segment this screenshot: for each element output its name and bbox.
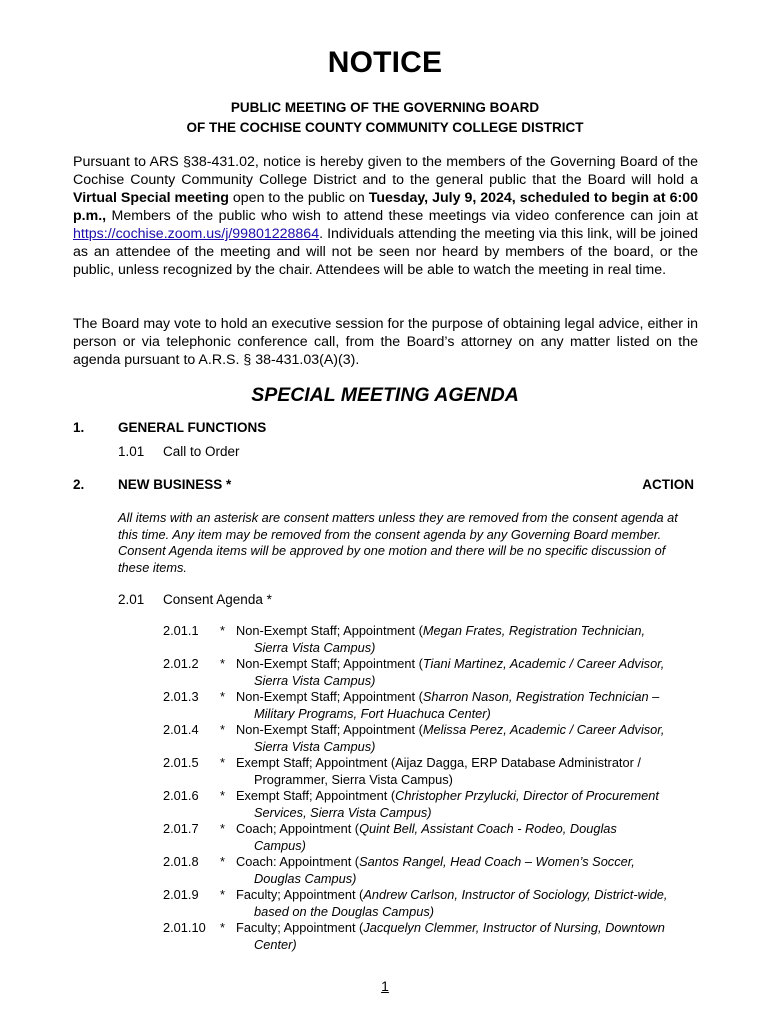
consent-asterisk: * <box>220 722 225 737</box>
consent-asterisk: * <box>220 920 225 935</box>
action-column-header: ACTION <box>642 477 694 492</box>
item-number: 2.01.3 <box>163 689 199 704</box>
consent-asterisk: * <box>220 887 225 902</box>
consent-agenda-note: All items with an asterisk are consent matters unless they are removed from the consent agenda at this time. Any item may be removed from the consent agenda by any Governing Board member. Consent Agenda items will be approved by one motion and there will be no specific discussion of these items. <box>118 510 678 575</box>
notice-title: NOTICE <box>327 46 443 79</box>
section-2-number: 2. <box>73 477 85 492</box>
list-item: 2.01.9 * Faculty; Appointment (Andrew Carlson, Instructor of Sociology, District-wide, based on the Douglas Campus) <box>163 887 668 919</box>
item-number: 2.01.10 <box>163 920 206 935</box>
list-item: 2.01.5 * Exempt Staff; Appointment (Aijaz Dagga, ERP Database Administrator / Programmer, Sierra Vista Campus) <box>163 755 641 787</box>
item-number: 2.01.8 <box>163 854 199 869</box>
subtitle-line-1: PUBLIC MEETING OF THE GOVERNING BOARD <box>230 100 540 115</box>
item-number: 2.01.9 <box>163 887 199 902</box>
section-2-label: NEW BUSINESS * <box>118 477 232 492</box>
item-number: 2.01.7 <box>163 821 199 836</box>
list-item: 2.01.3 * Non-Exempt Staff; Appointment (Sharron Nason, Registration Technician – Military Programs, Fort Huachuca Center) <box>163 689 660 721</box>
list-item: 2.01.8 * Coach: Appointment (Santos Rangel, Head Coach – Women’s Soccer, Douglas Campus) <box>163 854 635 886</box>
list-item: 2.01.1 * Non-Exempt Staff; Appointment (Megan Frates, Registration Technician, Sierra Vista Campus) <box>163 623 646 655</box>
intro-paragraph: Pursuant to ARS §38-431.02, notice is hereby given to the members of the Governing Board of the Cochise County Community College District and to the general public that the Board will hold a Virtual Special meeting open to the public on Tuesday, July 9, 2024, scheduled to begin at 6:00 p.m., Members of the public who wish to attend these meetings via video conference can join at https://cochise.zoom.us/j/99801228864. Individuals attending the meeting via this link, will be joined as an attendee of the meeting and will not be seen nor heard by members of the board, or the public, unless recognized by the chair. Attendees will be able to watch the meeting in real time. <box>73 154 698 278</box>
zoom-meeting-link[interactable]: https://cochise.zoom.us/j/99801228864 <box>73 226 320 242</box>
consent-asterisk: * <box>220 854 225 869</box>
page-number: 1 <box>381 978 389 994</box>
agenda-title: SPECIAL MEETING AGENDA <box>251 384 519 406</box>
consent-asterisk: * <box>220 656 225 671</box>
item-number: 2.01.1 <box>163 623 199 638</box>
item-2-01-label: Consent Agenda * <box>163 592 272 607</box>
item-1-01-label: Call to Order <box>163 444 240 459</box>
consent-asterisk: * <box>220 623 225 638</box>
consent-asterisk: * <box>220 821 225 836</box>
item-number: 2.01.5 <box>163 755 199 770</box>
executive-session-paragraph: The Board may vote to hold an executive session for the purpose of obtaining legal advice, either in person or via telephonic conference call, from the Board’s attorney on any matter listed on the agenda pursuant to A.R.S. § 38-431.03(A)(3). <box>73 316 698 368</box>
subtitle-line-2: OF THE COCHISE COUNTY COMMUNITY COLLEGE DISTRICT <box>186 120 584 135</box>
consent-asterisk: * <box>220 689 225 704</box>
list-item: 2.01.10 * Faculty; Appointment (Jacquelyn Clemmer, Instructor of Nursing, Downtown Center) <box>163 920 665 952</box>
list-item: 2.01.4 * Non-Exempt Staff; Appointment (Melissa Perez, Academic / Career Advisor, Sierra Vista Campus) <box>163 722 665 754</box>
item-number: 2.01.6 <box>163 788 199 803</box>
item-1-01-number: 1.01 <box>118 444 145 459</box>
section-1-label: GENERAL FUNCTIONS <box>118 420 267 435</box>
list-item: 2.01.2 * Non-Exempt Staff; Appointment (Tiani Martinez, Academic / Career Advisor, Sierra Vista Campus) <box>163 656 665 688</box>
list-item: 2.01.7 * Coach; Appointment (Quint Bell, Assistant Coach - Rodeo, Douglas Campus) <box>163 821 617 853</box>
consent-asterisk: * <box>220 755 225 770</box>
item-number: 2.01.2 <box>163 656 199 671</box>
item-number: 2.01.4 <box>163 722 199 737</box>
section-1-number: 1. <box>73 420 85 435</box>
item-2-01-number: 2.01 <box>118 592 145 607</box>
consent-asterisk: * <box>220 788 225 803</box>
list-item: 2.01.6 * Exempt Staff; Appointment (Christopher Przylucki, Director of Procurement Services, Sierra Vista Campus) <box>163 788 659 820</box>
